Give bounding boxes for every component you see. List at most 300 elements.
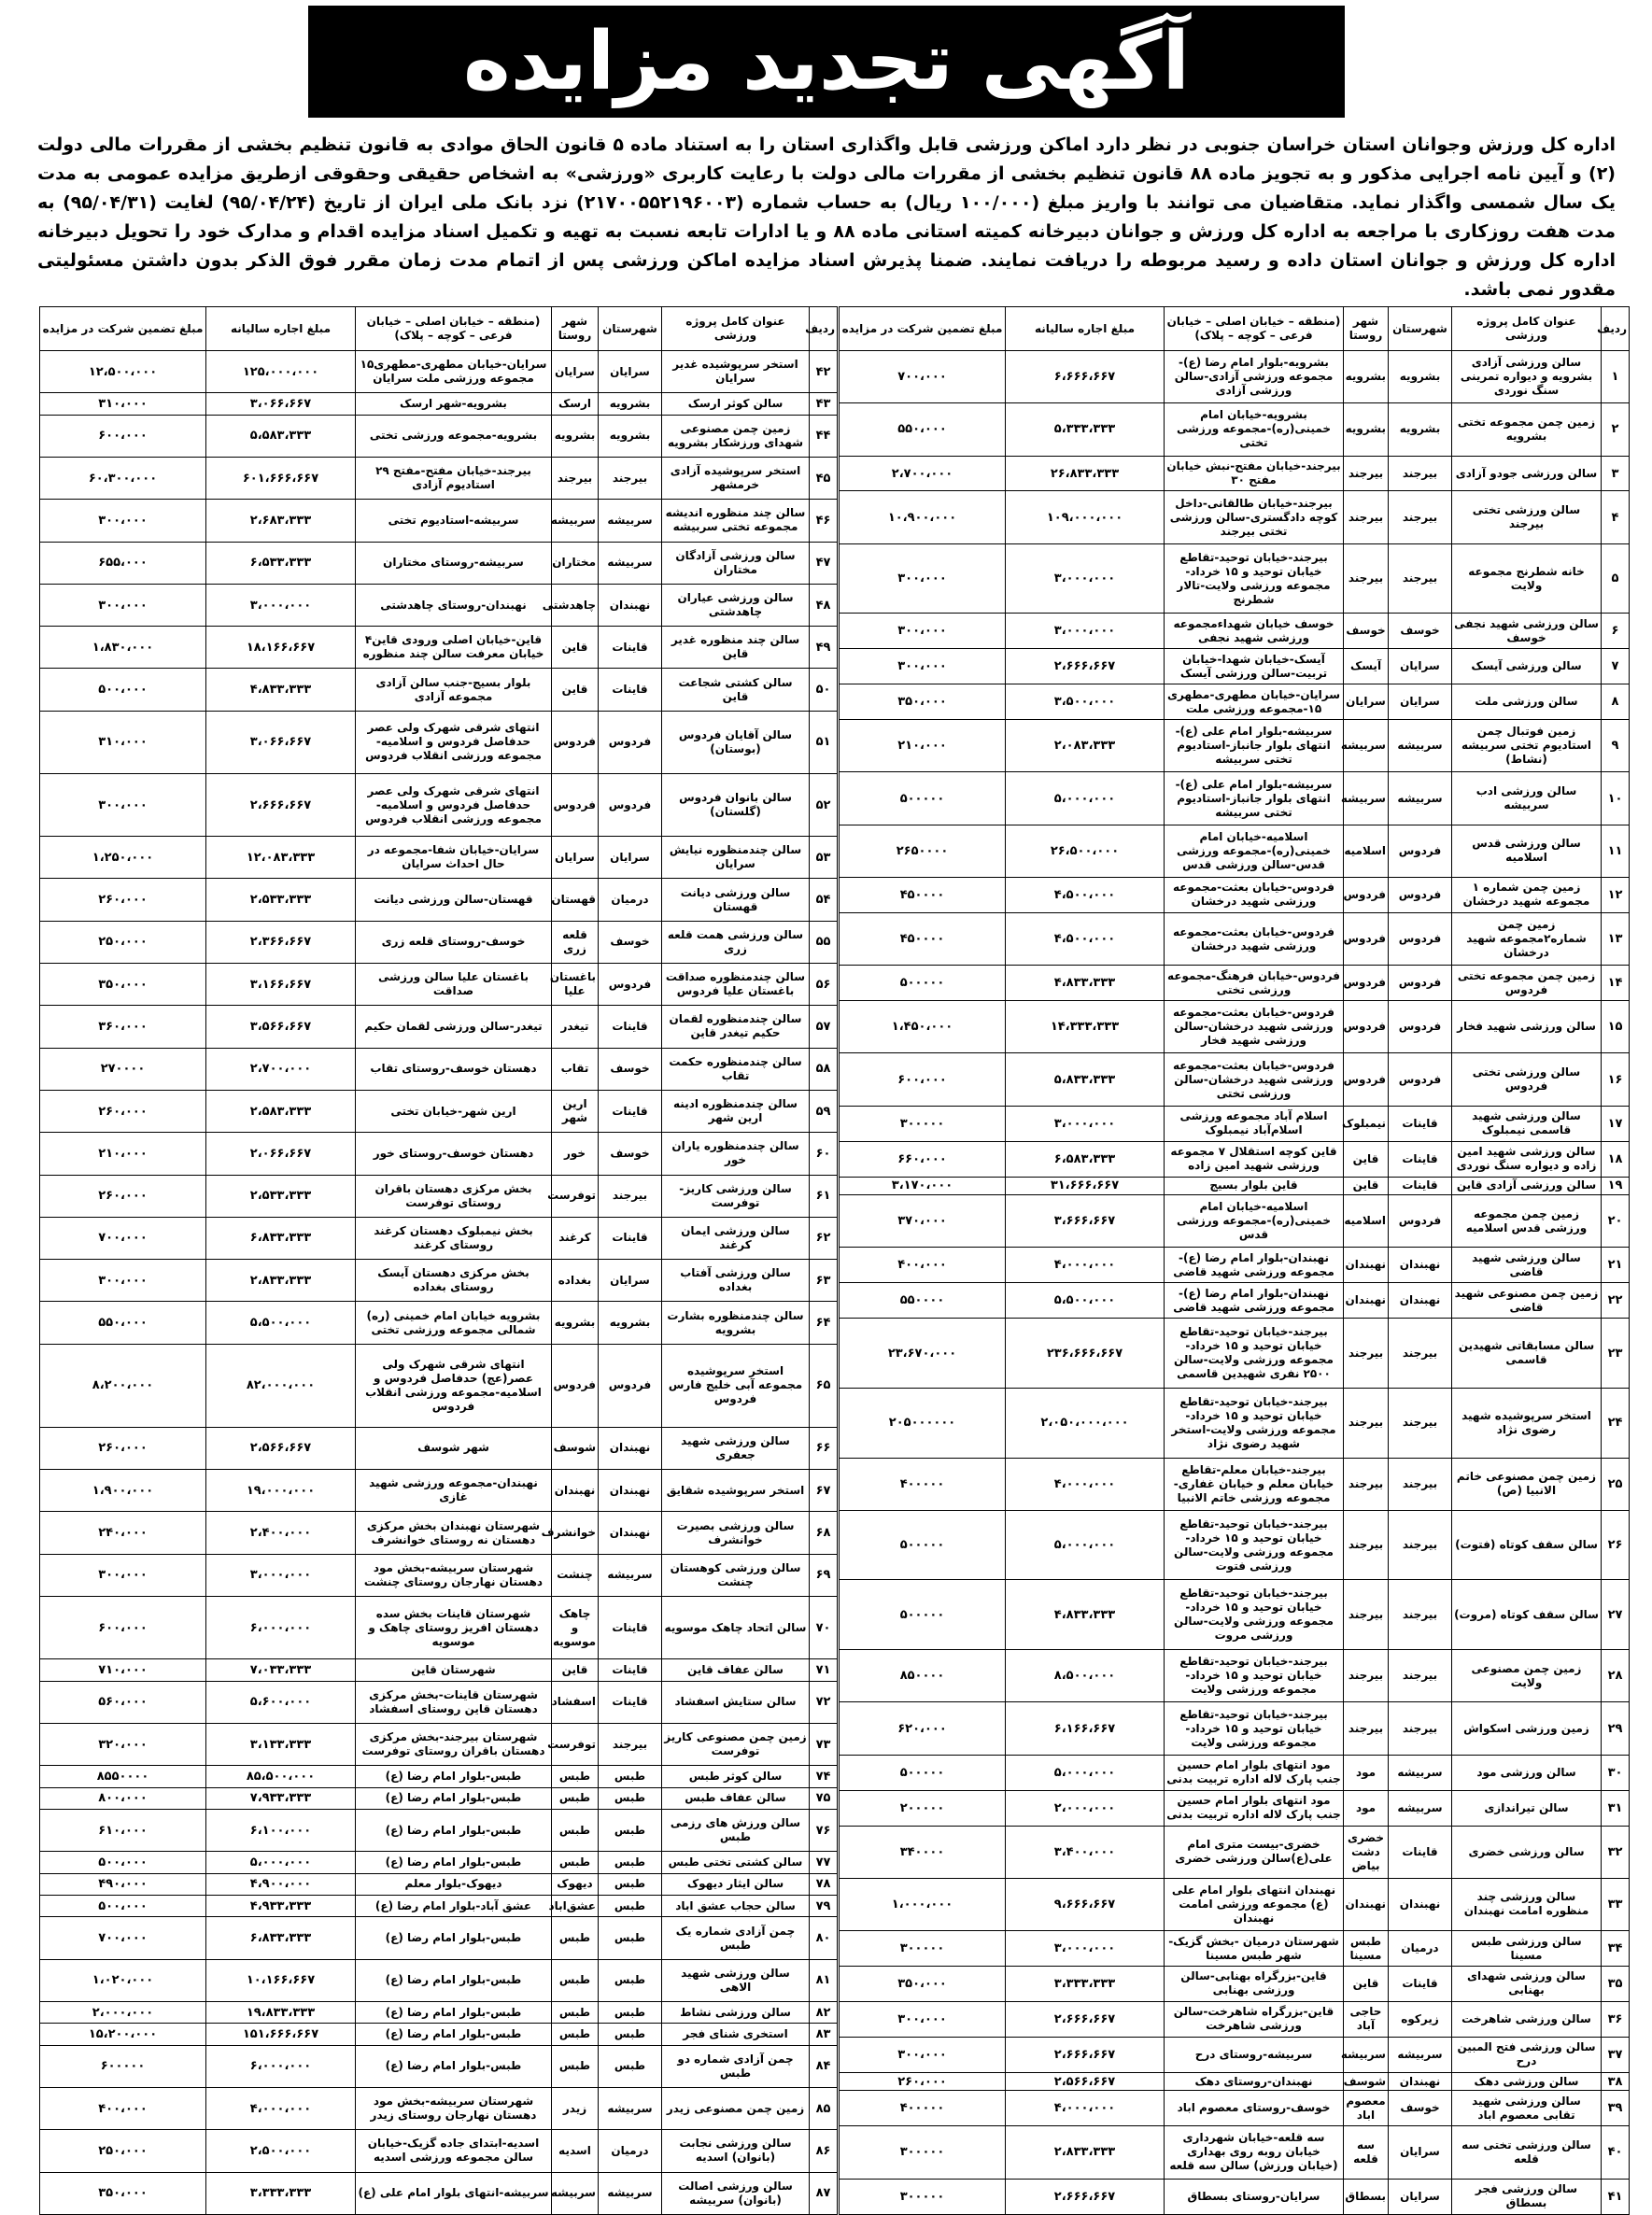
table-row <box>40 457 838 499</box>
cell-project-title: سالن ورزشی مود <box>1452 1755 1602 1790</box>
cell-guarantee: ۳۵۰،۰۰۰ <box>40 964 206 1006</box>
cell-guarantee: ۳۴۰۰۰۰ <box>840 1826 1006 1878</box>
cell-address: سربیشه-بلوار امام علی (ع)-انتهای بلوار جانباز-استادیوم تختی سربیشه <box>1165 772 1344 825</box>
cell-guarantee: ۴۰۰،۰۰۰ <box>40 2088 206 2130</box>
cell-project-title: سالن چندمنظوره ادینه ارین شهر <box>662 1090 810 1132</box>
cell-guarantee: ۳۲۰،۰۰۰ <box>40 1723 206 1765</box>
table-row <box>840 1510 1630 1580</box>
cell-row-number: ۲۱ <box>1602 1248 1630 1283</box>
cell-guarantee: ۲۳،۶۷۰،۰۰۰ <box>840 1319 1006 1389</box>
cell-address: قاین کوچه استقلال ۷ مجموعه ورزشی شهید امین زاده <box>1165 1141 1344 1177</box>
cell-address: نهبندان-بلوار امام رضا (ع)-مجموعه ورزشی شهید قاضی <box>1165 1248 1344 1283</box>
cell-project-title: سالن ورزشی عیاران چاهدشتی <box>662 584 810 626</box>
cell-city: تقاب <box>552 1048 599 1090</box>
cell-guarantee: ۶۵۵،۰۰۰ <box>40 542 206 584</box>
cell-annual-rent: ۲،۸۳۳،۳۳۳ <box>206 1260 356 1302</box>
cell-county: فردوس <box>599 773 662 836</box>
cell-county: نهبندان <box>599 1470 662 1512</box>
cell-guarantee: ۵۵۰۰۰۰ <box>840 1283 1006 1319</box>
cell-annual-rent: ۲،۰۵۰،۰۰۰،۰۰۰ <box>1006 1388 1165 1458</box>
cell-county: سربیشه <box>1389 772 1452 825</box>
cell-project-title: استخر سرپوشیده شقایق <box>662 1470 810 1512</box>
table-row <box>40 1260 838 1302</box>
cell-guarantee: ۳۵۰،۰۰۰ <box>840 684 1006 720</box>
cell-row-number: ۵۳ <box>810 837 838 879</box>
cell-county: نهبندان <box>599 584 662 626</box>
cell-row-number: ۶۱ <box>810 1175 838 1217</box>
cell-guarantee: ۵۶۰،۰۰۰ <box>40 1681 206 1723</box>
cell-project-title: سالن ورزشی شهدای بهنابی <box>1452 1966 1602 2001</box>
cell-city: فردوس <box>1344 878 1389 913</box>
cell-county: بیرجند <box>1389 1510 1452 1580</box>
cell-address: طبس-بلوار امام رضا (ع) <box>356 1809 552 1851</box>
cell-guarantee: ۲۶۰،۰۰۰ <box>40 1427 206 1469</box>
cell-row-number: ۲ <box>1602 403 1630 456</box>
cell-address: قاین-بزرگراه بهنابی-سالن ورزشی بهنابی <box>1165 1966 1344 2001</box>
cell-row-number: ۴۹ <box>810 627 838 669</box>
cell-guarantee: ۳،۱۷۰،۰۰۰ <box>840 1177 1006 1195</box>
cell-row-number: ۵۲ <box>810 773 838 836</box>
cell-annual-rent: ۶،۵۸۳،۳۳۳ <box>1006 1141 1165 1177</box>
cell-county: بیرجند <box>1389 1458 1452 1510</box>
cell-county: سربیشه <box>599 1554 662 1596</box>
cell-county: طبس <box>599 2001 662 2023</box>
cell-address: بیرجند-خیابان توحید-تقاطع خیابان توحید و ۱۵ خرداد-مجموعه ورزشی ولایت-سالن ورزشی مروت <box>1165 1580 1344 1650</box>
cell-guarantee: ۳۰۰،۰۰۰ <box>40 773 206 836</box>
cell-guarantee: ۶۰۰۰۰۰ <box>40 2045 206 2087</box>
cell-guarantee: ۲۶۵۰۰۰۰ <box>840 825 1006 877</box>
cell-annual-rent: ۲،۶۸۳،۳۳۳ <box>206 500 356 542</box>
cell-address: بشرویه خیابان امام خمینی (ره) شمالی مجموعه ورزشی تختی <box>356 1302 552 1344</box>
cell-project-title: سالن ورزشی ملت <box>1452 684 1602 720</box>
cell-city: خور <box>552 1133 599 1175</box>
cell-project-title: زمین چمن مصنوعی شهدای ورزشکار بشرویه <box>662 415 810 457</box>
table-row <box>840 684 1630 720</box>
cell-city: بیرجند <box>1344 543 1389 614</box>
cell-guarantee: ۳۱۰،۰۰۰ <box>40 711 206 773</box>
cell-annual-rent: ۱۵۱،۶۶۶،۶۶۷ <box>206 2024 356 2045</box>
cell-city: آیسک <box>1344 649 1389 684</box>
cell-guarantee: ۸۵۰۰۰۰ <box>840 1650 1006 1702</box>
cell-row-number: ۴۵ <box>810 457 838 499</box>
cell-project-title: سالن ورزشی ادب سربیشه <box>1452 772 1602 825</box>
cell-guarantee: ۲۶۰،۰۰۰ <box>840 2072 1006 2091</box>
cell-address: سربیشه-استادیوم تختی <box>356 500 552 542</box>
cell-guarantee: ۲۰۵۰۰۰۰۰۰ <box>840 1388 1006 1458</box>
cell-annual-rent: ۵،۰۰۰،۰۰۰ <box>1006 1755 1165 1790</box>
table-row <box>40 393 838 415</box>
header-annual-rent: مبلغ اجاره سالیانه <box>206 307 356 351</box>
cell-guarantee: ۵۰۰،۰۰۰ <box>40 1852 206 1873</box>
cell-row-number: ۵۷ <box>810 1006 838 1048</box>
cell-row-number: ۳۰ <box>1602 1755 1630 1790</box>
cell-city: طبس <box>552 1787 599 1809</box>
cell-guarantee: ۴۰۰،۰۰۰ <box>840 1248 1006 1283</box>
table-row <box>840 2126 1630 2179</box>
cell-annual-rent: ۴،۰۰۰،۰۰۰ <box>1006 2091 1165 2126</box>
cell-project-title: زمین چمن شماره ۱ مجموعه شهید درخشان <box>1452 878 1602 913</box>
cell-county: بیرجند <box>599 457 662 499</box>
cell-project-title: سالن ورزشی فتح المبین درح <box>1452 2037 1602 2072</box>
cell-annual-rent: ۲،۵۰۰،۰۰۰ <box>206 2130 356 2172</box>
cell-project-title: سالن عفاف قاین <box>662 1659 810 1681</box>
cell-guarantee: ۲۶۰،۰۰۰ <box>40 879 206 921</box>
cell-annual-rent: ۶،۰۰۰،۰۰۰ <box>206 1597 356 1659</box>
cell-annual-rent: ۲،۵۶۶،۶۶۷ <box>206 1427 356 1469</box>
cell-county: فردوس <box>1389 912 1452 965</box>
cell-city: طبس <box>552 2045 599 2087</box>
cell-row-number: ۴ <box>1602 491 1630 543</box>
table-row <box>840 2072 1630 2091</box>
cell-county: بشرویه <box>599 393 662 415</box>
cell-county: سربیشه <box>1389 720 1452 772</box>
cell-county: سرایان <box>1389 2179 1452 2214</box>
header-guarantee: مبلغ تضمین شرکت در مزایده <box>840 307 1006 351</box>
table-row <box>840 1053 1630 1106</box>
cell-project-title: سالن ورزشی خضری <box>1452 1826 1602 1878</box>
cell-city: نیمبلوک <box>1344 1106 1389 1141</box>
cell-address: شهرستان قاینات-بخش مرکزی دهستان قاین روستای اسفشاد <box>356 1681 552 1723</box>
cell-city: فردوس <box>552 1344 599 1427</box>
cell-guarantee: ۶۶۰،۰۰۰ <box>840 1141 1006 1177</box>
cell-city: زیدر <box>552 2088 599 2130</box>
cell-address: فردوس-خیابان فرهنگ-مجموعه ورزشی تختی <box>1165 966 1344 1001</box>
cell-project-title: سالن ورزشی شاهرخت <box>1452 2001 1602 2037</box>
table-row <box>40 1597 838 1659</box>
cell-guarantee: ۳۰۰۰۰۰ <box>840 1931 1006 1967</box>
cell-county: خوسف <box>599 1133 662 1175</box>
cell-project-title: سالن ورزشی قدس اسلامیه <box>1452 825 1602 877</box>
table-row <box>40 542 838 584</box>
cell-city: بیرجند <box>1344 1702 1389 1755</box>
table-row <box>40 2088 838 2130</box>
cell-annual-rent: ۳،۵۶۶،۶۶۷ <box>206 1006 356 1048</box>
cell-guarantee: ۴۰۰۰۰۰ <box>840 2091 1006 2126</box>
cell-city: شوسف <box>1344 2072 1389 2091</box>
cell-row-number: ۸۰ <box>810 1917 838 1959</box>
cell-address: تیغدر-سالن ورزشی لقمان حکیم <box>356 1006 552 1048</box>
cell-project-title: سالن ورزشی شهید الاهی <box>662 1959 810 2001</box>
table-row <box>840 1106 1630 1141</box>
cell-city: دیهوک <box>552 1873 599 1895</box>
cell-project-title: سالن سقف کوتاه (فتوت) <box>1452 1510 1602 1580</box>
cell-project-title: سالن تیراندازی <box>1452 1790 1602 1826</box>
cell-project-title: سالن ورزشی تختی بیرجند <box>1452 491 1602 543</box>
cell-city: چاهدشتی <box>552 584 599 626</box>
cell-project-title: سالن کوثر ارسک <box>662 393 810 415</box>
header-row-number: ردیف <box>1602 307 1630 351</box>
cell-project-title: سالن کشتی تختی طبس <box>662 1852 810 1873</box>
cell-guarantee: ۲۶۰،۰۰۰ <box>40 1175 206 1217</box>
cell-address: بیرجند-خیابان مفتح-نبش خیابان مفتح ۳۰ <box>1165 456 1344 491</box>
cell-address: مود انتهای بلوار امام حسین جنب پارک لاله اداره تربیت بدنی <box>1165 1790 1344 1826</box>
cell-city: سربیشه <box>1344 720 1389 772</box>
cell-row-number: ۴۷ <box>810 542 838 584</box>
cell-county: سرایان <box>1389 684 1452 720</box>
cell-city: بیرجند <box>1344 491 1389 543</box>
cell-row-number: ۸ <box>1602 684 1630 720</box>
cell-guarantee: ۱،۲۵۰،۰۰۰ <box>40 837 206 879</box>
cell-county: قاینات <box>1389 1141 1452 1177</box>
table-row <box>40 669 838 711</box>
cell-annual-rent: ۳،۰۰۰،۰۰۰ <box>1006 1106 1165 1141</box>
cell-address: دهستان خوسف-روستای خور <box>356 1133 552 1175</box>
cell-row-number: ۸۲ <box>810 2001 838 2023</box>
cell-city: اسلامیه <box>1344 825 1389 877</box>
cell-address: سربیشه-روستای درح <box>1165 2037 1344 2072</box>
cell-row-number: ۶۵ <box>810 1344 838 1427</box>
header-project-title: عنوان کامل پروژه ورزشی <box>662 307 810 351</box>
table-row <box>40 1681 838 1723</box>
page-title: آگهی تجدید مزایده <box>308 6 1345 118</box>
cell-address: شهرستان سربیشه-بخش مود دهستان نهارجان روستای چنشت <box>356 1554 552 1596</box>
header-county: شهرستان <box>599 307 662 351</box>
cell-row-number: ۱۸ <box>1602 1141 1630 1177</box>
table-row <box>40 921 838 963</box>
cell-guarantee: ۳۰۰،۰۰۰ <box>840 2001 1006 2037</box>
cell-annual-rent: ۴،۸۳۳،۳۳۳ <box>206 669 356 711</box>
cell-project-title: سالن ورزشی آیسک <box>1452 649 1602 684</box>
cell-project-title: خانه شطرنج مجموعه ولایت <box>1452 543 1602 614</box>
cell-city: قاین <box>552 627 599 669</box>
cell-address: عشق آباد-بلوار امام رضا (ع) <box>356 1896 552 1917</box>
cell-row-number: ۳۲ <box>1602 1826 1630 1878</box>
cell-city: قاین <box>1344 1966 1389 2001</box>
cell-project-title: زمین ورزشی اسکواش <box>1452 1702 1602 1755</box>
cell-row-number: ۴۰ <box>1602 2126 1630 2179</box>
cell-annual-rent: ۳،۱۶۶،۶۶۷ <box>206 964 356 1006</box>
cell-city: فردوس <box>552 773 599 836</box>
cell-guarantee: ۶۰،۳۰۰،۰۰۰ <box>40 457 206 499</box>
cell-annual-rent: ۱۰۹،۰۰۰،۰۰۰ <box>1006 491 1165 543</box>
cell-city: قاین <box>552 1659 599 1681</box>
cell-city: معصوم اباد <box>1344 2091 1389 2126</box>
cell-guarantee: ۱،۰۰۰،۰۰۰ <box>840 1878 1006 1930</box>
cell-address: طبس-بلوار امام رضا (ع) <box>356 1917 552 1959</box>
cell-county: سربیشه <box>599 542 662 584</box>
cell-city: سرایان <box>552 351 599 393</box>
cell-address: بشرویه-خیابان امام خمینی(ره)-مجموعه ورزشی تختی <box>1165 403 1344 456</box>
cell-annual-rent: ۸۲،۰۰۰،۰۰۰ <box>206 1344 356 1427</box>
cell-address: دیهوک-بلوار معلم <box>356 1873 552 1895</box>
cell-county: فردوس <box>1389 878 1452 913</box>
cell-city: سربیشه <box>1344 2037 1389 2072</box>
cell-annual-rent: ۵،۰۰۰،۰۰۰ <box>1006 772 1165 825</box>
cell-guarantee: ۴۵۰۰۰۰ <box>840 878 1006 913</box>
cell-row-number: ۸۶ <box>810 2130 838 2172</box>
cell-city: سرایان <box>552 837 599 879</box>
header-address: (منطقه – خیابان اصلی – خیابان فرعی – کوچه – پلاک) <box>356 307 552 351</box>
cell-guarantee: ۳۱۰،۰۰۰ <box>40 393 206 415</box>
cell-row-number: ۷۲ <box>810 1681 838 1723</box>
cell-county: بیرجند <box>1389 1702 1452 1755</box>
cell-project-title: سالن حجاب عشق اباد <box>662 1896 810 1917</box>
cell-project-title: سالن ورزشی آزادی قاین <box>1452 1177 1602 1195</box>
cell-city: قاین <box>1344 1141 1389 1177</box>
cell-project-title: سالن ورزشی کوهستان چنشت <box>662 1554 810 1596</box>
cell-guarantee: ۲۴۰،۰۰۰ <box>40 1512 206 1554</box>
cell-guarantee: ۶۰۰،۰۰۰ <box>40 1597 206 1659</box>
cell-annual-rent: ۳،۶۶۶،۶۶۷ <box>1006 1195 1165 1248</box>
cell-annual-rent: ۲،۰۶۶،۶۶۷ <box>206 1133 356 1175</box>
cell-city: بشرویه <box>552 415 599 457</box>
cell-guarantee: ۸،۲۰۰،۰۰۰ <box>40 1344 206 1427</box>
cell-address: بشرویه-مجموعه ورزشی تختی <box>356 415 552 457</box>
table-row <box>40 1344 838 1427</box>
cell-address: شهرستان سربیشه-بخش مود دهستان نهارجان روستای زیدر <box>356 2088 552 2130</box>
cell-annual-rent: ۱۲،۰۸۳،۳۳۳ <box>206 837 356 879</box>
cell-annual-rent: ۷،۹۳۳،۳۳۳ <box>206 1787 356 1809</box>
cell-county: قاینات <box>599 1090 662 1132</box>
table-row <box>840 456 1630 491</box>
cell-address: نهبندان-بلوار امام رضا (ع)-مجموعه ورزشی شهید قاضی <box>1165 1283 1344 1319</box>
cell-project-title: استخر سرپوشیده مجموعه آبی خلیج فارس فردوس <box>662 1344 810 1427</box>
cell-project-title: سالن ورزشی آزادی بشرویه و دیواره تمرینی سنگ نوردی <box>1452 351 1602 403</box>
cell-annual-rent: ۴،۰۰۰،۰۰۰ <box>1006 1458 1165 1510</box>
cell-guarantee: ۳۰۰،۰۰۰ <box>40 500 206 542</box>
cell-row-number: ۷۷ <box>810 1852 838 1873</box>
cell-county: بیرجند <box>1389 1580 1452 1650</box>
cell-project-title: استخری شنای فجر <box>662 2024 810 2045</box>
cell-county: بیرجند <box>1389 456 1452 491</box>
cell-city: قاین <box>552 669 599 711</box>
cell-row-number: ۴۶ <box>810 500 838 542</box>
cell-annual-rent: ۶،۱۶۶،۶۶۷ <box>1006 1702 1165 1755</box>
table-row <box>840 966 1630 1001</box>
cell-county: درمیان <box>599 879 662 921</box>
cell-city: بیرجند <box>1344 1580 1389 1650</box>
cell-county: زیرکوه <box>1389 2001 1452 2037</box>
cell-row-number: ۷۶ <box>810 1809 838 1851</box>
cell-address: اسلامیه-خیابان امام خمینی(ره)-مجموعه ورزشی قدس <box>1165 1195 1344 1248</box>
table-row <box>840 1319 1630 1389</box>
cell-row-number: ۸۵ <box>810 2088 838 2130</box>
table-row <box>40 1787 838 1809</box>
cell-project-title: زمین چمن مصنوعی زیدر <box>662 2088 810 2130</box>
cell-address: طبس-بلوار امام رضا (ع) <box>356 1852 552 1873</box>
table-row <box>840 1826 1630 1878</box>
table-row <box>840 772 1630 825</box>
cell-guarantee: ۲،۷۰۰،۰۰۰ <box>840 456 1006 491</box>
cell-row-number: ۲۹ <box>1602 1702 1630 1755</box>
cell-city: بیرجند <box>1344 1458 1389 1510</box>
cell-row-number: ۷ <box>1602 649 1630 684</box>
cell-row-number: ۱۵ <box>1602 1001 1630 1053</box>
table-row <box>840 1001 1630 1053</box>
cell-address: بیرجند-خیابان توحید-تقاطع خیابان توحید و ۱۵ خرداد-مجموعه ورزشی ولایت-تالار شطرنج <box>1165 543 1344 614</box>
cell-row-number: ۶۰ <box>810 1133 838 1175</box>
cell-guarantee: ۳۰۰۰۰۰ <box>840 1106 1006 1141</box>
cell-annual-rent: ۶،۸۳۳،۳۳۳ <box>206 1217 356 1259</box>
cell-county: بیرجند <box>1389 1319 1452 1389</box>
cell-address: شهرستان قاینات بخش سده دهستان افریز روستای چاهک و موسویه <box>356 1597 552 1659</box>
cell-county: بیرجند <box>1389 1388 1452 1458</box>
table-body-right <box>840 351 1630 2215</box>
header-project-title: عنوان کامل پروژه ورزشی <box>1452 307 1602 351</box>
cell-project-title: سالن عفاف طبس <box>662 1787 810 1809</box>
cell-project-title: زمین چمن مجموعه تختی فردوس <box>1452 966 1602 1001</box>
cell-row-number: ۹ <box>1602 720 1630 772</box>
cell-guarantee: ۱۲،۵۰۰،۰۰۰ <box>40 351 206 393</box>
cell-guarantee: ۲،۰۰۰،۰۰۰ <box>40 2001 206 2023</box>
table-row <box>40 2024 838 2045</box>
cell-guarantee: ۷۰۰،۰۰۰ <box>40 1217 206 1259</box>
cell-guarantee: ۳۰۰،۰۰۰ <box>840 614 1006 649</box>
table-row <box>40 773 838 836</box>
cell-address: بیرجند-خیابان توحید-تقاطع خیابان توحید و ۱۵ خرداد-مجموعه ورزشی ولایت-سالن ورزشی فتوت <box>1165 1510 1344 1580</box>
table-row <box>40 1133 838 1175</box>
cell-project-title: سالن چند منظوره غدیر قاین <box>662 627 810 669</box>
cell-city: سه قلعه <box>1344 2126 1389 2179</box>
cell-county: خوسف <box>1389 614 1452 649</box>
cell-guarantee: ۵۰۰۰۰۰ <box>840 772 1006 825</box>
cell-county: قاینات <box>599 1681 662 1723</box>
table-row <box>840 1177 1630 1195</box>
cell-county: طبس <box>599 1896 662 1917</box>
cell-row-number: ۸۱ <box>810 1959 838 2001</box>
cell-row-number: ۵۴ <box>810 879 838 921</box>
cell-county: طبس <box>599 2024 662 2045</box>
cell-county: طبس <box>599 1873 662 1895</box>
cell-row-number: ۲۲ <box>1602 1283 1630 1319</box>
cell-city: طبس <box>552 2001 599 2023</box>
cell-city: اسدیه <box>552 2130 599 2172</box>
cell-address: سرایان-خیابان شفا-مجموعه در حال احداث سرایان <box>356 837 552 879</box>
cell-annual-rent: ۶،۸۳۳،۳۳۳ <box>206 1917 356 1959</box>
table-row <box>840 1878 1630 1930</box>
cell-annual-rent: ۷،۰۳۳،۳۳۳ <box>206 1659 356 1681</box>
cell-project-title: سالن ورزشی شهید تقابی معصوم اباد <box>1452 2091 1602 2126</box>
cell-city: نهبندان <box>1344 1878 1389 1930</box>
cell-annual-rent: ۲،۵۶۶،۶۶۷ <box>1006 2072 1165 2091</box>
cell-project-title: سالن ورزشی دهک <box>1452 2072 1602 2091</box>
cell-city: نهبندان <box>552 1470 599 1512</box>
cell-guarantee: ۴۹۰،۰۰۰ <box>40 1873 206 1895</box>
cell-project-title: زمین چمن شماره۲مجموعه شهید درخشان <box>1452 912 1602 965</box>
cell-county: نهبندان <box>1389 2072 1452 2091</box>
cell-row-number: ۲۶ <box>1602 1510 1630 1580</box>
table-row <box>40 879 838 921</box>
cell-county: نهبندان <box>1389 1248 1452 1283</box>
cell-county: خوسف <box>599 1048 662 1090</box>
cell-annual-rent: ۴،۹۰۰،۰۰۰ <box>206 1873 356 1895</box>
table-row <box>40 1896 838 1917</box>
cell-city: طبس <box>552 1766 599 1787</box>
cell-county: قاینات <box>599 1659 662 1681</box>
cell-row-number: ۳۶ <box>1602 2001 1630 2037</box>
cell-row-number: ۳۳ <box>1602 1878 1630 1930</box>
cell-project-title: استخر سرپوشیده آزادی خرمشهر <box>662 457 810 499</box>
table-row <box>40 2130 838 2172</box>
cell-row-number: ۶۸ <box>810 1512 838 1554</box>
cell-row-number: ۳۱ <box>1602 1790 1630 1826</box>
cell-annual-rent: ۴،۰۰۰،۰۰۰ <box>1006 1248 1165 1283</box>
cell-project-title: سالن ورزشی آفتاب بغداده <box>662 1260 810 1302</box>
cell-city: طبس مسینا <box>1344 1931 1389 1967</box>
cell-address: ارین شهر-خیابان تختی <box>356 1090 552 1132</box>
cell-project-title: زمین چمن مجموعه ورزشی قدس اسلامیه <box>1452 1195 1602 1248</box>
cell-guarantee: ۶۰۰،۰۰۰ <box>40 415 206 457</box>
cell-guarantee: ۵۰۰۰۰۰ <box>840 1580 1006 1650</box>
cell-project-title: سالن چندمنظوره نیایش سرایان <box>662 837 810 879</box>
table-row <box>40 2045 838 2087</box>
cell-row-number: ۵۹ <box>810 1090 838 1132</box>
cell-county: خوسف <box>1389 2091 1452 2126</box>
cell-project-title: سالن چندمنظوره حکمت تقاب <box>662 1048 810 1090</box>
cell-address: نهبندان-روستای چاهدشتی <box>356 584 552 626</box>
table-row <box>840 1755 1630 1790</box>
cell-address: نهبندان انتهای بلوار امام علی (ع) مجموعه ورزشی امامت نهبندان <box>1165 1878 1344 1930</box>
